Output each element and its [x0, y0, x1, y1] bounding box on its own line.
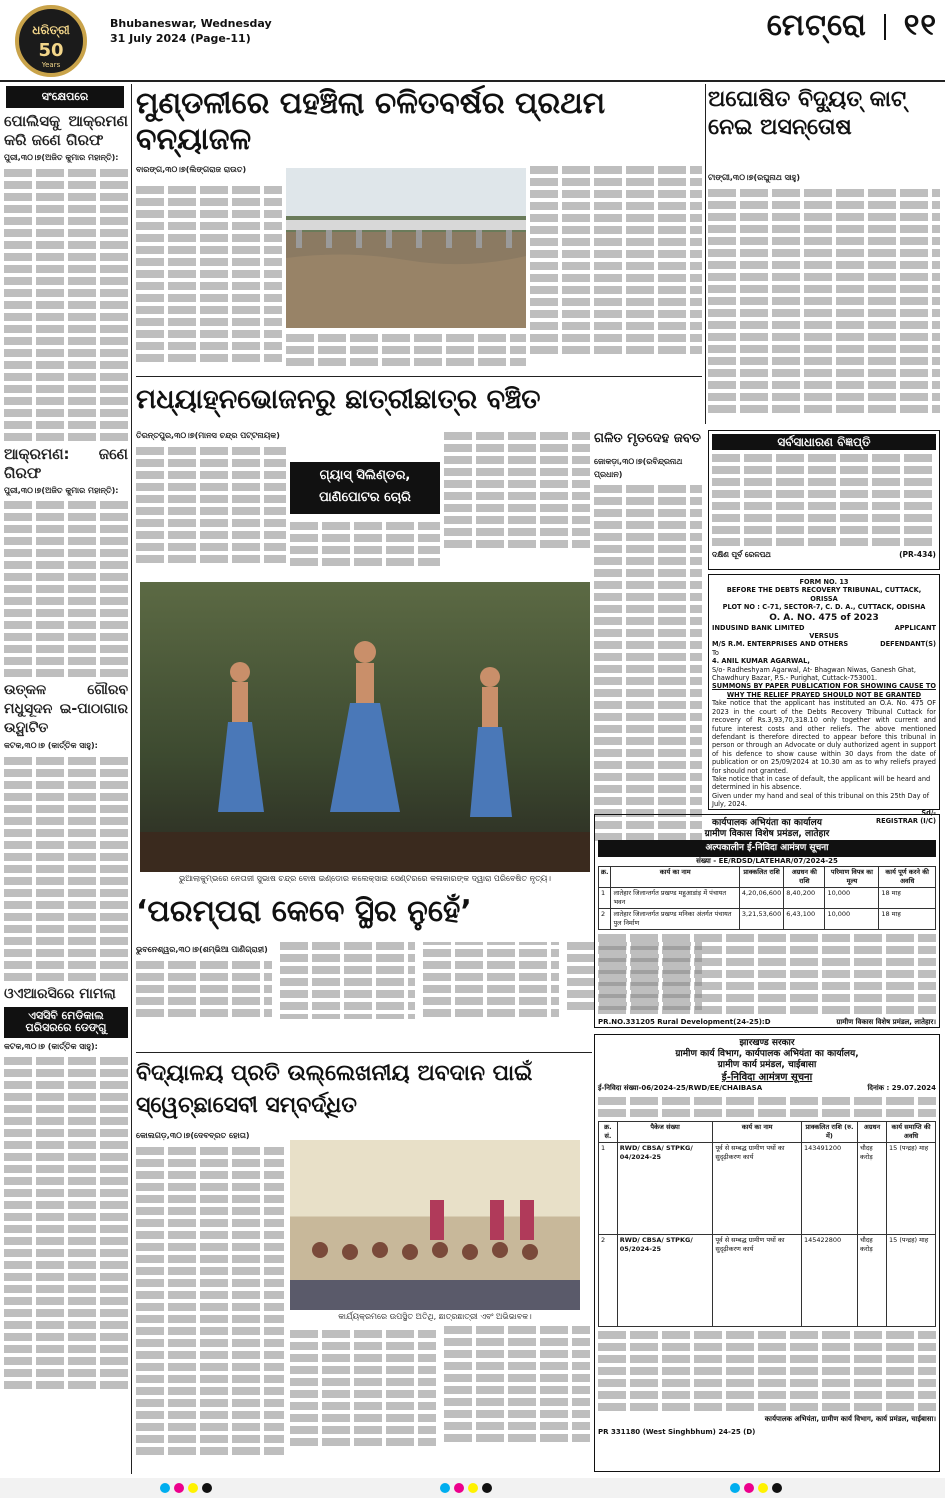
column-rule	[705, 84, 706, 424]
date-page: 31 July 2024 (Page-11)	[110, 32, 251, 45]
table-cell: 10,000	[825, 909, 879, 930]
table-header: कार्य का नाम	[713, 1122, 802, 1143]
section-name: ମେଟ୍ରୋ	[766, 8, 867, 43]
latehar-table	[598, 866, 936, 930]
drt-registrar: REGISTRAR (I/C)	[876, 816, 936, 825]
chaibasa-division: ग्रामीण कार्य प्रमंडल, चाईबासा	[717, 1060, 817, 1070]
latehar-notice: अल्पकालीन ई-निविदा आमंत्रण सूचना	[598, 840, 936, 857]
drt-court: BEFORE THE DEBTS RECOVERY TRIBUNAL, CUTTACK, ORISSA	[726, 586, 922, 603]
logo-text: ଧରିତ୍ରୀ	[32, 23, 70, 37]
table-cell: 6,43,100	[784, 909, 825, 930]
body-found-story	[594, 454, 702, 854]
drt-applicant: INDUSIND BANK LIMITED	[712, 623, 805, 632]
table-header: कार्य समाप्ति की अवधि	[887, 1122, 936, 1143]
body-found-byline: ଜୋକଡ଼ା,୩୦।୭(ରବିନ୍ଦ୍ରନାଥ ପ୍ରଧାନ)	[594, 457, 683, 479]
midday-box: ଗ୍ୟାସ୍ ସିଲିଣ୍ଡର, ପାଣିପୋଟର ଚୋରି	[290, 462, 440, 514]
latehar-number: संख्या - EE/RDSD/LATEHAR/07/2024-25	[696, 857, 838, 865]
table-header: क्र.	[599, 867, 611, 888]
brief3-headline: ଉତ୍କଳ ଗୌରବ ମଧୁସୂଦନ ଇ-ପାଠାଗାର ଉଦ୍ଘାଟିତ	[4, 682, 128, 736]
drt-plot: PLOT NO : C-71, SECTOR-7, C. D. A., CUTTACK, ODISHA	[722, 603, 926, 612]
chaibasa-state: झारखण्ड सरकार	[739, 1038, 795, 1048]
midday-column-3	[444, 428, 590, 578]
table-cell: 2	[599, 1235, 618, 1327]
drt-body2: Take notice that in case of default, the applicant will be heard and determined in his absence.	[712, 774, 931, 792]
chaibasa-tender	[594, 1034, 940, 1472]
chaibasa-ref: PR 331180 (West Singhbhum) 24-25 (D)	[598, 1428, 756, 1436]
table-row	[599, 1143, 936, 1235]
brief1-headline: ପୋଲିସକୁ ଆକ୍ରମଣ କରି ଜଣେ ଗିରଫ	[4, 112, 128, 149]
school-caption: କାର୍ଯ୍ୟକ୍ରମରେ ଉପସ୍ଥିତ ଅତିଥି, ଛାତ୍ରଛାତ୍ରୀ ଏବଂ ଅଭିଭାବକ।	[338, 1312, 532, 1321]
dateline	[110, 16, 330, 46]
body-found-headline: ଗଳିତ ମୃତଦେହ ଜବତ	[594, 431, 701, 446]
drt-applicant-tag: APPLICANT	[894, 623, 936, 632]
brief4-headline: ଓଏଆରସିରେ ମାମଲା	[4, 985, 116, 1002]
table-cell: 1	[599, 1143, 618, 1235]
table-header: पैकेज संख्या	[617, 1122, 713, 1143]
power-story	[708, 170, 940, 422]
newspaper-logo	[10, 4, 92, 78]
table-header: प्राक्कलित राशि	[739, 867, 783, 888]
table-header: अग्रधन की राशि	[784, 867, 825, 888]
place-day: Bhubaneswar, Wednesday	[110, 17, 272, 30]
midday-column-2	[290, 518, 440, 578]
table-cell: 1	[599, 888, 611, 909]
page-number: ୧୧	[903, 8, 937, 43]
table-cell: 15 (पन्द्रह) माह	[887, 1235, 936, 1327]
table-cell: 8,40,200	[784, 888, 825, 909]
table-cell: पूर्व से सम्बद्ध ग्रामीण पथों का सुदृढ़ीकरण कार्य	[713, 1235, 802, 1327]
drt-to: To	[712, 648, 719, 657]
section-rule	[136, 1052, 592, 1053]
drt-body: Take notice that the applicant has instituted an O.A. No. 475 OF 2023 in the court of the Debts Recovery Tribunal Cuttack for recovery of Rs.3,93,70,318.10 only together with current and future interest costs and other reliefs. The above mentioned defendant is therefore directed to appear before this tribunal in person or through an Advocate or duly authorized agent in support of his defence to show cause within 30 days from the date of publication or on 25/09/2024 at 10.30 am as to why reliefs prayed for should not granted.	[712, 699, 936, 775]
table-cell: 143491200	[801, 1143, 857, 1235]
table-cell: 3,21,53,600	[739, 909, 783, 930]
notice-code: (PR-434)	[899, 550, 936, 559]
chaibasa-date: दिनांक : 29.07.2024	[867, 1084, 936, 1092]
table-cell: 18 माह	[879, 909, 936, 930]
lead-column-2	[286, 330, 526, 372]
table-row	[599, 909, 936, 930]
chaibasa-table	[598, 1121, 936, 1327]
power-headline: ଅଘୋଷିତ ବିଦ୍ୟୁତ୍ କାଟ୍ ନେଇ ଅସନ୍ତୋଷ	[708, 87, 907, 140]
drt-address: S/o- Radheshyam Agarwal, At- Bhagwan Niwas, Ganesh Ghat, Chawdhury Bazar, P.S.- Purighat, Cuttack-753001.	[712, 665, 916, 683]
chaibasa-office: ग्रामीण कार्य विभाग, कार्यपालक अभियंता का कार्यालय,	[675, 1049, 859, 1059]
chaibasa-sign: कार्यपालक अभियंता, ग्रामीण कार्य विभाग, कार्य प्रमंडल, चाईबासा।	[764, 1415, 936, 1423]
chaibasa-number: ई-निविदा संख्या-06/2024-25/RWD/EE/CHAIBASA	[598, 1084, 763, 1092]
table-row	[599, 1235, 936, 1327]
school-photo	[290, 1140, 580, 1310]
school-headline: ବିଦ୍ୟାଳୟ ପ୍ରତି ଉଲ୍ଲେଖନୀୟ ଅବଦାନ ପାଇଁ ସ୍ୱେଚ୍ଛାସେବୀ ସମ୍ବର୍ଦ୍ଧିତ	[136, 1061, 533, 1118]
table-cell: चौदह करोड़	[857, 1235, 886, 1327]
dance-caption: ଭୁଆଲାକୁମ୍ଭରେ ନେତାଜୀ ସୁଭାଷ ଚନ୍ଦ୍ର ବୋଷ ଇଣ୍ଡୋର କଲେକ୍ସାଇ ସେଣ୍ଟରରେ କଳାକାରଙ୍କ ଦ୍ୱାରା ପରିବେଷିତ ନୃତ୍ୟ।	[178, 874, 552, 883]
table-header: अग्रधन	[857, 1122, 886, 1143]
table-cell: लातेहार जिलान्तर्गत प्रखण्ड महुआडांड़ में पंचायत भवन	[611, 888, 739, 909]
drt-oa: O. A. NO. 475 of 2023	[769, 612, 879, 623]
brief4-box: ଏସସିବି ମେଡିକାଲ ପରିସରରେ ଡେଙ୍ଗୁ	[4, 1007, 128, 1038]
midday-column-1	[136, 428, 286, 578]
table-cell: 18 माह	[879, 888, 936, 909]
latehar-office: कार्यपालक अभियंता का कार्यालय	[712, 818, 822, 828]
chaibasa-notice: ई-निविदा आमंत्रण सूचना	[721, 1072, 813, 1083]
public-notice	[708, 430, 940, 570]
briefs-kicker: ସଂକ୍ଷେପରେ	[6, 86, 124, 108]
column-rule	[131, 84, 132, 1474]
table-row	[599, 888, 936, 909]
latehar-division: ग्रामीण विकास विशेष प्रमंडल, लातेहार	[704, 829, 830, 839]
latehar-sign: ग्रामीण विकास विशेष प्रमंडल, लातेहार।	[836, 1018, 936, 1026]
table-cell: RWD/ CBSA/ STPKG/ 04/2024-25	[617, 1143, 713, 1235]
brief2-byline: ପୁରୀ,୩୦।୭(ଅଜିତ କୁମାର ମହାନ୍ତି):	[4, 485, 119, 495]
brief3-byline: କଟକ,୩୦।୭ (କାର୍ତ୍ତିକ ସାହୁ):	[4, 741, 98, 750]
midday-byline: ତିରନ୍ତପୁର,୩୦।୭(ମାନସ ଚନ୍ଦ୍ର ପଟ୍ଟନାୟକ)	[136, 431, 280, 440]
table-header: क्र. सं.	[599, 1122, 618, 1143]
notice-office: ଦକ୍ଷିଣ ପୂର୍ବ ରେଳପଥ	[712, 550, 771, 559]
brief4-byline: କଟକ,୩୦।୭ (କାର୍ତ୍ତିକ ସାହୁ):	[4, 1041, 98, 1051]
drt-defendant-tag: DEFENDANT(S)	[880, 640, 936, 649]
table-cell: 15 (पन्द्रह) माह	[887, 1143, 936, 1235]
brief2-headline: ଆକ୍ରମଣ: ଜଣେ ଗିରଫ	[4, 444, 128, 482]
power-byline: ଟାଙ୍ଗୀ,୩୦।୭(ରଘୁନାଥ ସାହୁ)	[708, 173, 800, 182]
drt-form: FORM NO. 13	[799, 578, 849, 586]
drt-defendant: M/S R.M. ENTERPRISES AND OTHERS	[712, 640, 849, 649]
table-cell: लातेहार जिलान्तर्गत प्रखण्ड मनिका अंतर्गत पंचायत पुल निर्माण	[611, 909, 739, 930]
table-header: कार्य का नाम	[611, 867, 739, 888]
table-header: परिमाण विपत्र का मूल्य	[825, 867, 879, 888]
brief1-byline: ପୁରୀ,୩୦।୭(ଅଜିତ କୁମାର ମହାନ୍ତି):	[4, 153, 119, 162]
logo-years-label: Years	[41, 61, 61, 69]
drt-sign: Sd/-	[921, 808, 936, 817]
briefs-column	[4, 112, 128, 1472]
latehar-ref: PR.NO.331205 Rural Development(24-25):D	[598, 1018, 771, 1026]
masthead-rule	[0, 80, 945, 82]
school-column-1	[136, 1128, 284, 1473]
lead-column-1	[136, 182, 282, 370]
parampara-byline: ଭୁବନେଶ୍ୱର,୩୦।୭(ଶମ୍ଭିଆ ପାଣିଗ୍ରାହୀ)	[136, 945, 268, 954]
table-header-row	[599, 867, 936, 888]
school-column-2	[290, 1326, 590, 1474]
table-cell: 2	[599, 909, 611, 930]
drt-party: 4. ANIL KUMAR AGARWAL,	[712, 657, 810, 666]
section-tag	[767, 8, 937, 43]
table-cell: 145422800	[801, 1235, 857, 1327]
lead-headline: ମୁଣ୍ଡଳୀରେ ପହଞ୍ଚିଲା ଚଳିତବର୍ଷର ପ୍ରଥମ ବନ୍ୟାଜଳ	[136, 86, 606, 157]
drt-versus: VERSUS	[809, 632, 839, 641]
dance-photo	[140, 582, 590, 872]
print-registration-bar	[0, 1478, 945, 1498]
parampara-headline: ‘ପରମ୍ପରା କେବେ ସ୍ଥିର ନୁହେଁ’	[136, 894, 472, 929]
latehar-tender	[594, 814, 940, 1028]
drt-given: Given under my hand and seal of this tribunal on this 25th Day of July, 2024.	[712, 791, 930, 809]
table-header: कार्य पूर्ण करने की अवधि	[879, 867, 936, 888]
drt-summons: SUMMONS BY PAPER PUBLICATION FOR SHOWING CAUSE TO WHY THE RELIEF PRAYED SHOULD NOT BE GRANTED	[712, 682, 936, 699]
lead-column-3	[530, 162, 702, 372]
table-cell: 4,20,06,600	[739, 888, 783, 909]
notice-title: ସର୍ବସାଧାରଣ ବିଜ୍ଞପ୍ତି	[712, 434, 936, 450]
section-rule	[136, 376, 702, 377]
logo-years: 50	[38, 40, 64, 61]
table-cell: पूर्व से सम्बद्ध ग्रामीण पथों का सुदृढ़ीकरण कार्य	[713, 1143, 802, 1235]
table-cell: 10,000	[825, 888, 879, 909]
flood-photo	[286, 168, 526, 328]
table-cell: RWD/ CBSA/ STPKG/ 05/2024-25	[617, 1235, 713, 1327]
lead-byline: ବାରଙ୍ଗ,୩୦।୭(ଲିଙ୍ଗରାଜ ରାଉତ)	[136, 165, 247, 174]
school-byline: କୋଲଗଡ଼,୩୦।୭(ଦେବବ୍ରତ ହୋତା)	[136, 1131, 250, 1140]
table-header-row	[599, 1122, 936, 1143]
table-cell: चौदह करोड़	[857, 1143, 886, 1235]
table-header: प्राक्कलित राशि (रु. में)	[801, 1122, 857, 1143]
midday-headline: ମଧ୍ୟାହ୍ନଭୋଜନରୁ ଛାତ୍ରୀଛାତ୍ର ବଞ୍ଚିତ	[136, 384, 541, 415]
